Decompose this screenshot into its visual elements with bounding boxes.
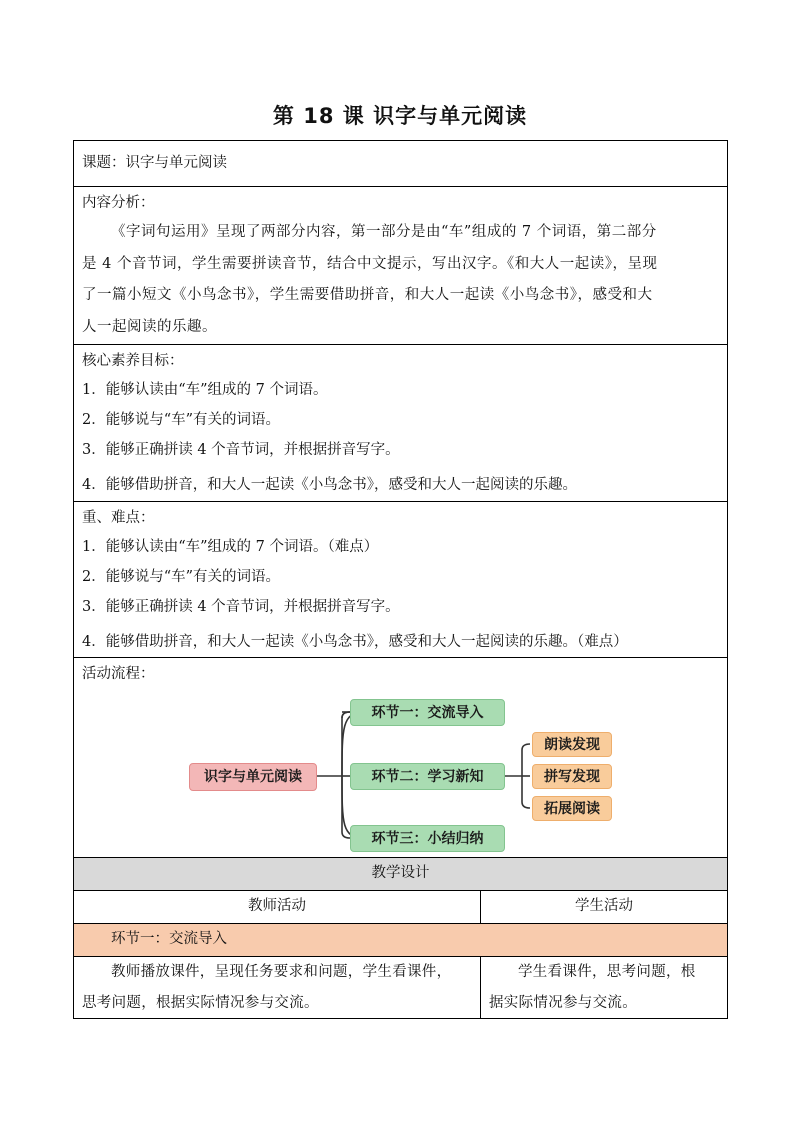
design-heading: 教学设计 — [371, 865, 430, 881]
section-row — [73, 923, 728, 956]
student-activity-line: 学生看课件，思考问题，根 — [518, 964, 696, 980]
flow-heading: 活动流程： — [82, 666, 155, 682]
goal-item: 1．能够认读由“车”组成的 7 个词语。 — [82, 382, 328, 398]
analysis-line: 人一起阅读的乐趣。 — [82, 318, 217, 335]
topic-text: 课题：识字与单元阅读 — [82, 155, 227, 171]
flow-substep-node: 拼写发现 — [532, 764, 612, 789]
teacher-activity-line: 教师播放课件，呈现任务要求和问题，学生看课件， — [111, 964, 452, 980]
lesson-table — [73, 140, 728, 1020]
design-columns-row — [73, 890, 728, 923]
analysis-line: 是 4 个音节词，学生需要拼读音节，结合中文提示，写出汉字。《和大人一起读》，呈现 — [82, 255, 658, 272]
flow-root-node: 识字与单元阅读 — [189, 763, 317, 791]
flow-step-node: 环节一：交流导入 — [350, 699, 505, 726]
section-title: 环节一：交流导入 — [111, 931, 227, 947]
flow-row — [73, 657, 728, 857]
teacher-col-header: 教师活动 — [248, 898, 306, 914]
topic-row — [73, 140, 728, 186]
student-col-header: 学生活动 — [575, 898, 633, 914]
goal-item: 2．能够说与“车”有关的词语。 — [82, 412, 281, 428]
goals-row — [73, 344, 728, 501]
keypoint-item: 2．能够说与“车”有关的词语。 — [82, 569, 281, 585]
flow-step-node: 环节二：学习新知 — [350, 763, 505, 790]
analysis-line: 《字词句运用》呈现了两部分内容，第一部分是由“车”组成的 7 个词语，第二部分 — [111, 224, 657, 240]
activity-row — [73, 956, 728, 1019]
design-header-row — [73, 857, 728, 890]
flow-step-node: 环节三：小结归纳 — [350, 825, 505, 852]
teacher-activity-line: 思考问题，根据实际情况参与交流。 — [82, 995, 319, 1011]
keypoint-item: 4．能够借助拼音，和大人一起读《小鸟念书》，感受和大人一起阅读的乐趣。（难点） — [82, 634, 628, 650]
goal-item: 3．能够正确拼读 4 个音节词，并根据拼音写字。 — [82, 442, 400, 458]
student-activity-line: 据实际情况参与交流。 — [489, 995, 637, 1011]
goal-item: 4．能够借助拼音，和大人一起读《小鸟念书》，感受和大人一起阅读的乐趣。 — [82, 477, 577, 493]
keypoints-row — [73, 501, 728, 657]
flow-substep-node: 拓展阅读 — [532, 796, 612, 821]
analysis-row — [73, 186, 728, 344]
keypoints-heading: 重、难点： — [82, 510, 155, 526]
flow-substep-node: 朗读发现 — [532, 732, 612, 757]
keypoint-item: 1．能够认读由“车”组成的 7 个词语。（难点） — [82, 539, 379, 555]
analysis-heading: 内容分析： — [82, 195, 155, 211]
page-title: 第 18 课 识字与单元阅读 — [272, 104, 528, 128]
keypoint-item: 3．能够正确拼读 4 个音节词，并根据拼音写字。 — [82, 599, 400, 615]
goals-heading: 核心素养目标： — [82, 353, 184, 369]
analysis-line: 了一篇小短文《小鸟念书》，学生需要借助拼音，和大人一起读《小鸟念书》，感受和大 — [82, 287, 653, 303]
